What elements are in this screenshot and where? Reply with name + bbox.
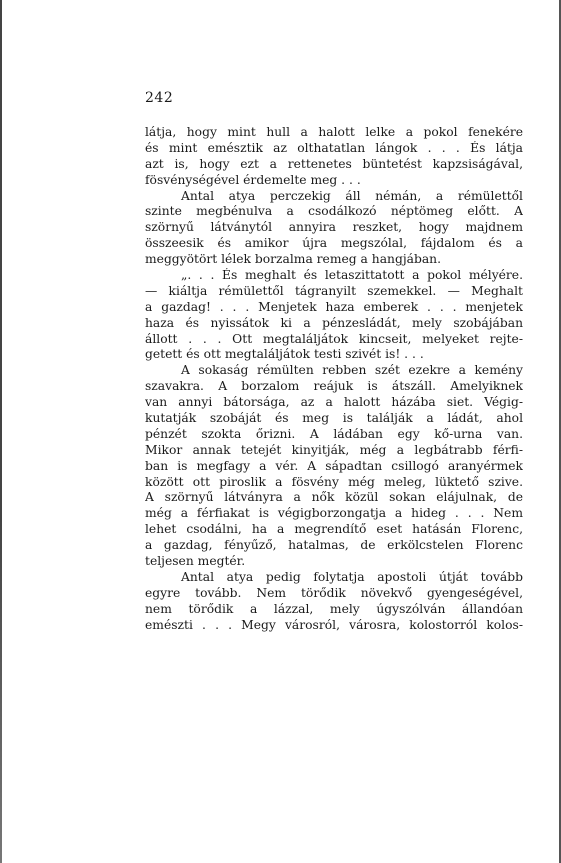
text-line: haza és nyissátok ki a pénzesládát, mely szobájában bbox=[145, 315, 523, 330]
text-line: teljesen megtér. bbox=[145, 554, 246, 569]
text-line: állott . . . Ott megtaláljátok kincseit, melyeket rejte- bbox=[145, 331, 523, 346]
text-line: Antal atya pedig folytatja apostoli útját tovább bbox=[181, 569, 523, 584]
text-line: szavakra. A borzalom reájuk is átszáll. Amelyiknek bbox=[145, 379, 523, 394]
text-line: szinte megbénulva a csodálkozó néptömeg előtt. A bbox=[145, 204, 523, 219]
text-line: között ott piroslik a fösvény még meleg, lüktető szive. bbox=[145, 474, 523, 489]
text-line: nem törődik a lázzal, mely úgyszólván állandóan bbox=[145, 601, 523, 616]
text-line: azt is, hogy ezt a rettenetes büntetést kapzsiságával, bbox=[145, 156, 523, 171]
text-line: egyre tovább. Nem törődik növekvő gyengeségével, bbox=[145, 585, 523, 600]
page-number: 242 bbox=[145, 90, 174, 106]
text-line: pénzét szokta őrizni. A ládában egy kő-urna van. bbox=[145, 426, 523, 441]
text-line: emészti . . . Megy városról, városra, kolostorról kolos- bbox=[145, 617, 523, 632]
text-line: és mint emésztik az olthatatlan lángok . . . És látja bbox=[145, 140, 523, 155]
text-line: lehet csodálni, ha a megrendítő eset hatásán Florenc, bbox=[145, 522, 523, 537]
text-line: meggyötört lélek borzalma remeg a hangjában. bbox=[145, 252, 442, 267]
text-line: van annyi bátorsága, az a halott házába siet. Végig- bbox=[145, 395, 523, 410]
body-text bbox=[145, 125, 523, 634]
text-line: a gazdag! . . . Menjetek haza emberek . . . menjetek bbox=[145, 299, 523, 314]
text-line: összeesik és amikor újra megszólal, fájdalom és a bbox=[145, 236, 523, 251]
text-line: A sokaság rémülten rebben szét ezekre a kemény bbox=[181, 363, 523, 378]
text-line: „. . . És meghalt és letaszittatott a pokol mélyére. bbox=[181, 268, 523, 283]
text-line: A szörnyű látványra a nők közül sokan elájulnak, de bbox=[145, 490, 523, 505]
text-line: látja, hogy mint hull a halott lelke a pokol fenekére bbox=[145, 125, 523, 139]
text-line: fösvénységével érdemelte meg . . . bbox=[145, 172, 361, 187]
text-line: még a férfiakat is végigborzongatja a hideg . . . Nem bbox=[145, 506, 523, 521]
text-line: — kiáltja rémülettől tágranyilt szemekkel. — Meghalt bbox=[145, 283, 523, 298]
text-line: Mikor annak tetejét kinyitják, még a legbátrabb férfi- bbox=[145, 442, 523, 457]
page-left-edge bbox=[0, 0, 2, 863]
text-line: a gazdag, fényűző, hatalmas, de erkölcstelen Florenc bbox=[145, 538, 523, 553]
text-line: Antal atya perczekig áll némán, a rémülettől bbox=[181, 188, 523, 203]
text-line: getett és ott megtaláljátok testi szivét is! . . . bbox=[145, 347, 424, 362]
text-line: szörnyű látványtól annyira reszket, hogy majdnem bbox=[145, 220, 523, 235]
text-line: ban is megfagy a vér. A sápadtan csillogó aranyérmek bbox=[145, 458, 523, 473]
text-line: kutatják szobáját és meg is találják a ládát, ahol bbox=[145, 411, 523, 426]
